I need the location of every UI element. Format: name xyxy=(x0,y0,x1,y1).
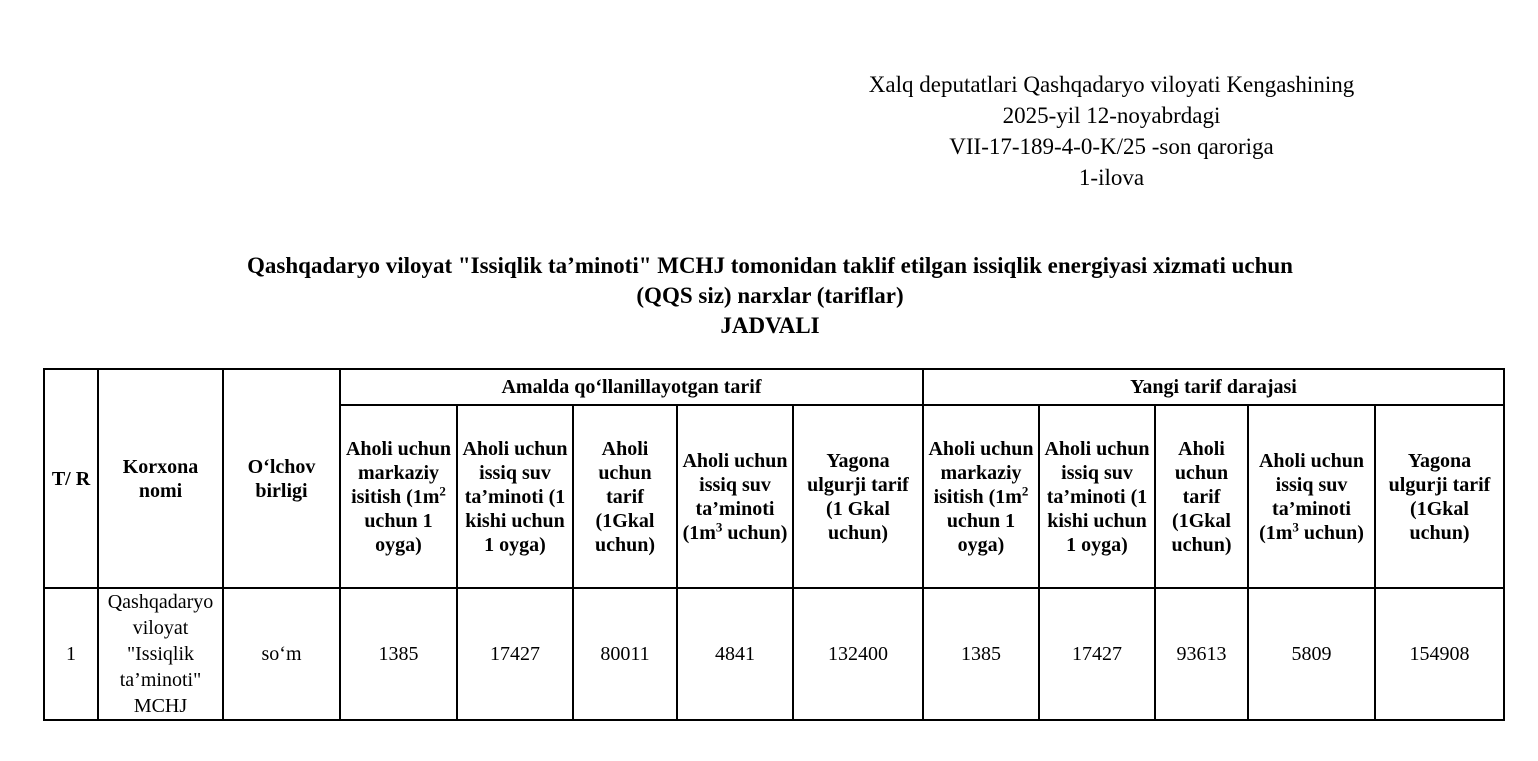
document-title xyxy=(100,251,1440,341)
cell-current-hotwater-person: 17427 xyxy=(457,588,573,720)
cell-current-wholesale: 132400 xyxy=(793,588,923,720)
header-new-hotwater-person: Aholi uchun issiq suv ta’minoti (1 kishi uchun 1 oyga) xyxy=(1039,405,1155,588)
header-current-tariff: Amalda qo‘llanillayotgan tarif xyxy=(340,369,923,405)
header-new-wholesale: Yagona ulgurji tarif (1Gkal uchun) xyxy=(1375,405,1504,588)
title-line-3: JADVALI xyxy=(720,313,820,338)
title-line-1: Qashqadaryo viloyat "Issiqlik ta’minoti" MCHJ tomonidan taklif etilgan issiqlik energiyasi xizmati uchun xyxy=(247,253,1293,278)
cell-row-number: 1 xyxy=(44,588,98,720)
cell-new-heating: 1385 xyxy=(923,588,1039,720)
cell-current-tariff-gkal: 80011 xyxy=(573,588,677,720)
approval-line-1: Xalq deputatlari Qashqadaryo viloyati Kengashining xyxy=(868,72,1355,97)
cell-current-heating: 1385 xyxy=(340,588,457,720)
header-new-tariff: Yangi tarif darajasi xyxy=(923,369,1504,405)
header-current-tariff-gkal: Aholi uchun tarif (1Gkal uchun) xyxy=(573,405,677,588)
approval-line-2: 2025-yil 12-noyabrdagi xyxy=(1002,103,1221,128)
cell-unit: so‘m xyxy=(223,588,340,720)
approval-line-3: VII-17-189-4-0-K/25 -son qaroriga xyxy=(949,134,1274,159)
header-new-hotwater-m3: Aholi uchun issiq suv ta’minoti ($1m^3$ uchun) xyxy=(1248,405,1375,588)
cell-current-hotwater-m3: 4841 xyxy=(677,588,793,720)
cell-new-tariff-gkal: 93613 xyxy=(1155,588,1248,720)
header-current-hotwater-m3: Aholi uchun issiq suv ta’minoti ($1m^3$ uchun) xyxy=(677,405,793,588)
header-current-hotwater-person: Aholi uchun issiq suv ta’minoti (1 kishi uchun 1 oyga) xyxy=(457,405,573,588)
cell-new-hotwater-m3: 5809 xyxy=(1248,588,1375,720)
cell-company: Qashqadaryo viloyat "Issiqlik ta’minoti" MCHJ xyxy=(98,588,223,720)
approval-line-4: 1-ilova xyxy=(1078,165,1145,190)
header-company: Korxona nomi xyxy=(98,369,223,588)
title-line-2: (QQS siz) narxlar (tariflar) xyxy=(636,283,904,308)
tariff-table xyxy=(43,368,1505,721)
header-new-heating: Aholi uchun markaziy isitish ($1m^2$ uchun 1 oyga) xyxy=(923,405,1039,588)
header-unit: O‘lchov birligi xyxy=(223,369,340,588)
header-row-number: T/ R xyxy=(44,369,98,588)
table-row xyxy=(44,588,1504,720)
header-current-heating: Aholi uchun markaziy isitish ($1m^2$ uchun 1 oyga) xyxy=(340,405,457,588)
header-current-wholesale: Yagona ulgurji tarif (1 Gkal uchun) xyxy=(793,405,923,588)
approval-note xyxy=(810,69,1413,193)
header-new-tariff-gkal: Aholi uchun tarif (1Gkal uchun) xyxy=(1155,405,1248,588)
cell-new-wholesale: 154908 xyxy=(1375,588,1504,720)
cell-new-hotwater-person: 17427 xyxy=(1039,588,1155,720)
